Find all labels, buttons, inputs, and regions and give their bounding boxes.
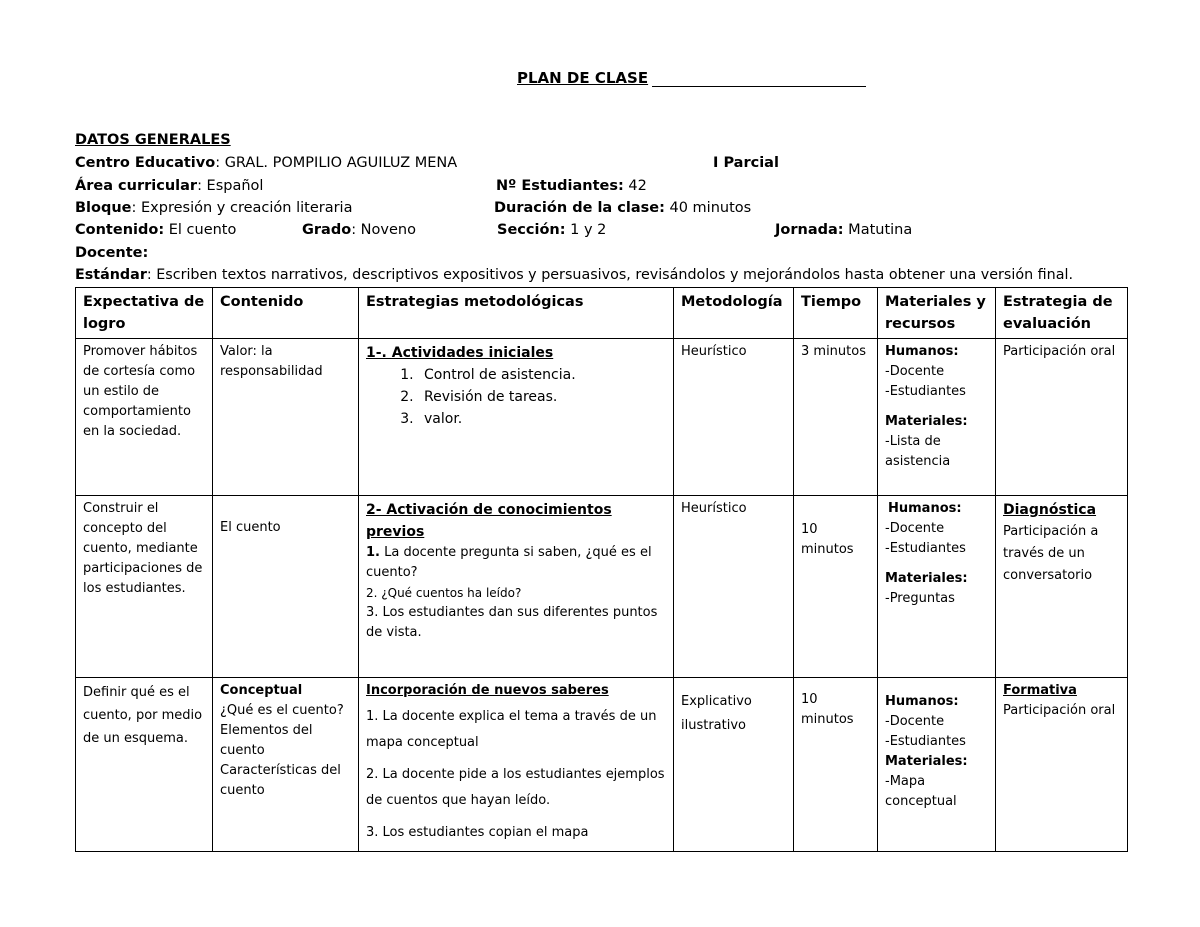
evaluation-text: Participación a través de un conversatorio: [1003, 524, 1099, 583]
cell-contenido: Valor: la responsabilidad: [213, 339, 359, 496]
evaluation-text: Participación oral: [1003, 703, 1116, 718]
step-2: 2. La docente pide a los estudiantes ejemplos de cuentos que hayan leído.: [366, 767, 665, 808]
jornada: Jornada: Matutina: [775, 222, 913, 238]
header-metodologia: Metodología: [674, 288, 794, 339]
cell-metodologia: Heurístico: [674, 339, 794, 496]
materiales-item: -Mapa conceptual: [885, 774, 957, 809]
docente: Docente:: [75, 245, 149, 261]
humanos-label: Humanos:: [885, 694, 959, 709]
materiales-label: Materiales:: [885, 571, 968, 586]
cell-evaluacion: [996, 678, 1128, 852]
strategy-title: 1-. Actividades iniciales: [366, 345, 554, 361]
seccion: Sección: 1 y 2: [497, 222, 607, 238]
materiales-item: -Preguntas: [885, 591, 955, 606]
humanos-item: -Estudiantes: [885, 384, 966, 399]
contenido-title: Conceptual: [220, 683, 303, 698]
cell-evaluacion: Participación oral: [996, 339, 1128, 496]
cell-metodologia: Explicativo ilustrativo: [674, 678, 794, 852]
list-item: 2. Revisión de tareas.: [418, 386, 666, 408]
cell-expectativa: Promover hábitos de cortesía como un estilo de comportamiento en la sociedad.: [76, 339, 213, 496]
cell-evaluacion: [996, 496, 1128, 678]
step-1: 1. La docente explica el tema a través de un mapa conceptual: [366, 709, 657, 750]
cell-contenido: [213, 678, 359, 852]
centro-educativo: Centro Educativo: GRAL. POMPILIO AGUILUZ MENA: [75, 155, 458, 171]
cell-contenido: El cuento: [213, 496, 359, 678]
header-tiempo: Tiempo: [794, 288, 878, 339]
contenido-item: Elementos del cuento: [220, 723, 313, 758]
table-row: [76, 678, 1128, 852]
evaluation-title: Formativa: [1003, 683, 1077, 698]
header-estrategias: Estrategias metodológicas: [359, 288, 674, 339]
header-materiales: Materiales y recursos: [878, 288, 996, 339]
humanos-item: -Estudiantes: [885, 541, 966, 556]
cell-materiales: [878, 339, 996, 496]
cell-materiales: [878, 678, 996, 852]
cell-expectativa: Construir el concepto del cuento, mediante participaciones de los estudiantes.: [76, 496, 213, 678]
table-row: [76, 496, 1128, 678]
header-expectativa: Expectativa de logro: [76, 288, 213, 339]
cell-estrategias: [359, 678, 674, 852]
cell-tiempo: 3 minutos: [794, 339, 878, 496]
duracion: Duración de la clase: 40 minutos: [494, 200, 752, 216]
materiales-item: -Lista de asistencia: [885, 434, 951, 469]
humanos-item: -Docente: [885, 714, 945, 729]
contenido-item: Características del cuento: [220, 763, 341, 798]
parcial: I Parcial: [713, 155, 779, 171]
list-item: 3. valor.: [418, 408, 666, 430]
header-contenido: Contenido: [213, 288, 359, 339]
cell-materiales: [878, 496, 996, 678]
step-2: 2. ¿Qué cuentos ha leído?: [366, 586, 522, 600]
humanos-item: -Docente: [885, 364, 945, 379]
humanos-label: Humanos:: [888, 501, 962, 516]
humanos-item: -Estudiantes: [885, 734, 966, 749]
strategy-title: 2- Activación de conocimientos previos: [366, 502, 612, 540]
grado: Grado: Noveno: [302, 222, 416, 238]
plan-table: [75, 287, 1128, 852]
cell-tiempo: 10 minutos: [794, 678, 878, 852]
contenido: Contenido: El cuento: [75, 222, 237, 238]
datos-heading: DATOS GENERALES: [75, 132, 231, 148]
cell-tiempo: 10 minutos: [794, 496, 878, 678]
cell-expectativa: Definir qué es el cuento, por medio de un esquema.: [76, 678, 213, 852]
area-curricular: Área curricular: Español: [75, 178, 264, 194]
estandar: Estándar: Escriben textos narrativos, descriptivos expositivos y persuasivos, revisándolos y mejorándolos hasta obtener una versión final.: [75, 267, 1074, 283]
cell-metodologia: Heurístico: [674, 496, 794, 678]
page-title: PLAN DE CLASE: [517, 69, 649, 87]
list-item: 1. Control de asistencia.: [418, 364, 666, 386]
materiales-label: Materiales:: [885, 754, 968, 769]
cell-estrategias: [359, 339, 674, 496]
strategy-title: Incorporación de nuevos saberes: [366, 683, 609, 698]
humanos-item: -Docente: [885, 521, 945, 536]
title-underline: [652, 86, 866, 87]
num-estudiantes: Nº Estudiantes: 42: [496, 178, 647, 194]
steps-list: [366, 364, 666, 430]
step-3: 3. Los estudiantes copian el mapa: [366, 825, 589, 840]
table-row: [76, 339, 1128, 496]
cell-estrategias: [359, 496, 674, 678]
step-1: 1. La docente pregunta si saben, ¿qué es el cuento?: [366, 545, 652, 580]
contenido-item: ¿Qué es el cuento?: [220, 703, 344, 718]
evaluation-title: Diagnóstica: [1003, 502, 1097, 518]
bloque: Bloque: Expresión y creación literaria: [75, 200, 353, 216]
step-3: 3. Los estudiantes dan sus diferentes puntos de vista.: [366, 605, 658, 640]
humanos-label: Humanos:: [885, 344, 959, 359]
table-header-row: [76, 288, 1128, 339]
header-evaluacion: Estrategia de evaluación: [996, 288, 1128, 339]
materiales-label: Materiales:: [885, 414, 968, 429]
